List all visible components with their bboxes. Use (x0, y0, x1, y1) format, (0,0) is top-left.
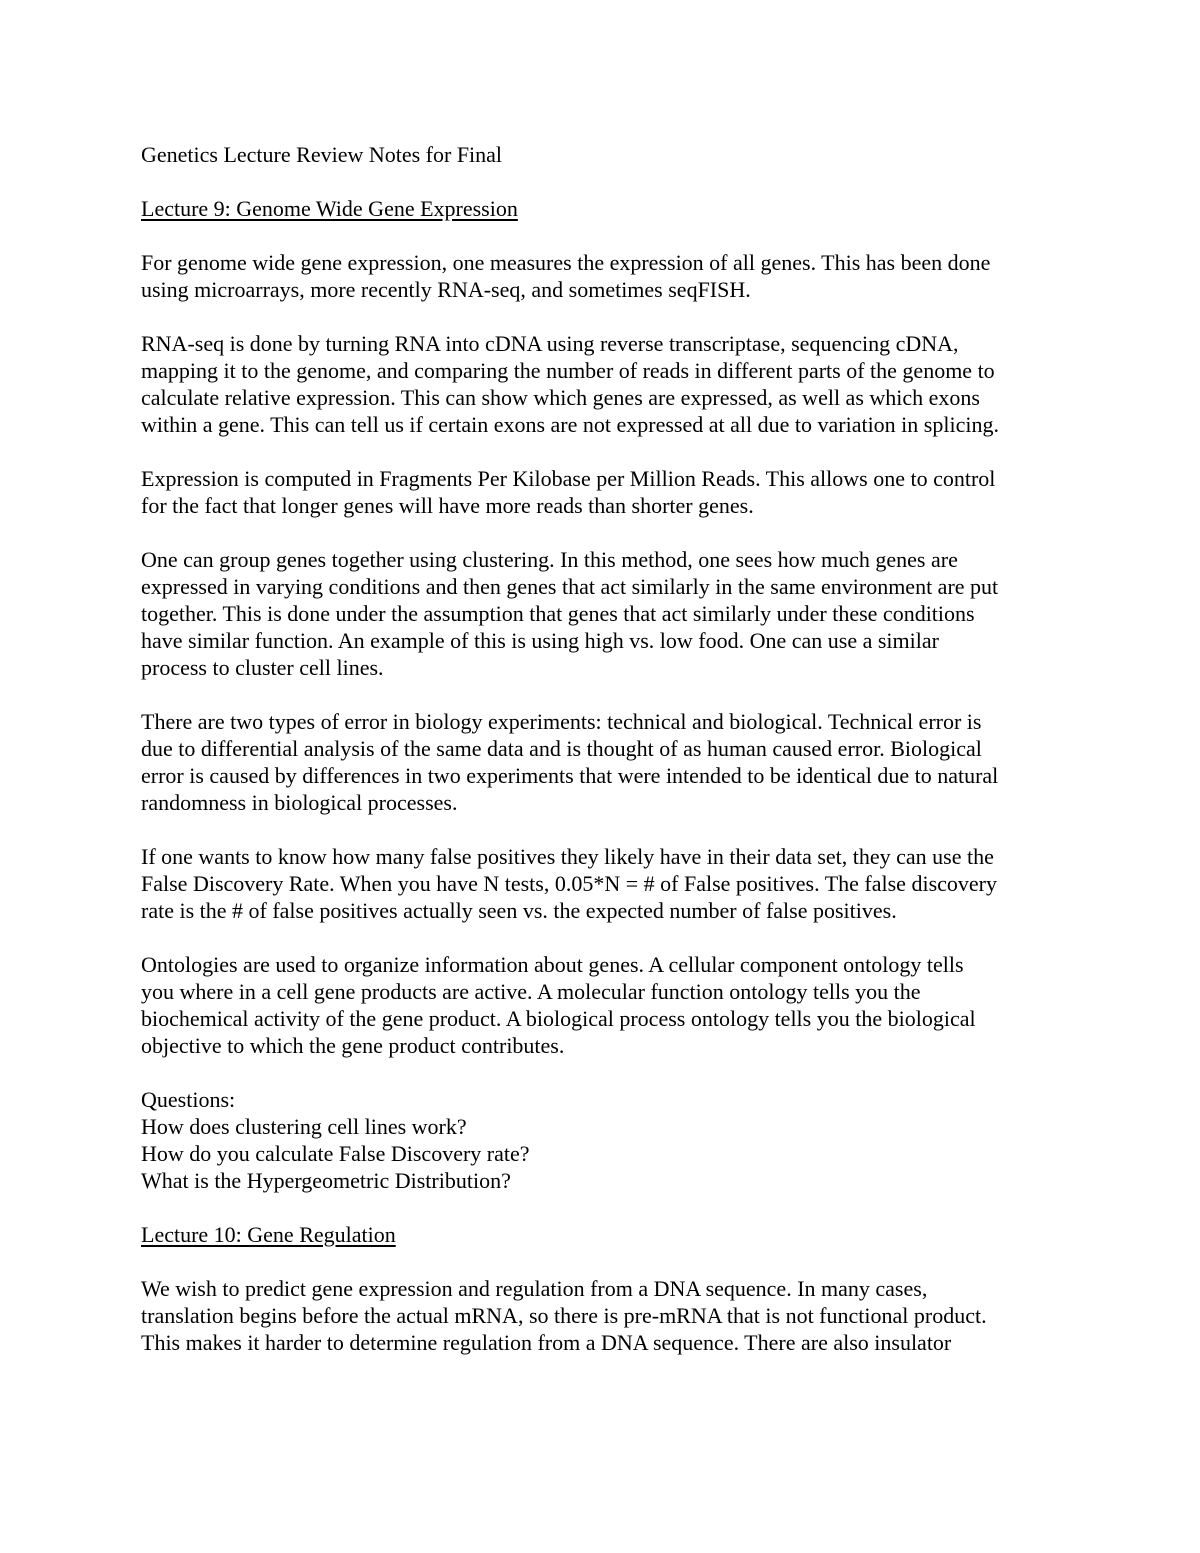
text-line: due to differential analysis of the same data and is thought of as human caused error. Biological (141, 736, 982, 761)
spacer (141, 222, 1071, 249)
paragraph-ontologies (141, 951, 1071, 1059)
paragraph-false-discovery-rate (141, 843, 1071, 924)
text-line: This makes it harder to determine regulation from a DNA sequence. There are also insulator (141, 1330, 952, 1355)
text-line: for the fact that longer genes will have more reads than shorter genes. (141, 493, 754, 518)
text-line: together. This is done under the assumption that genes that act similarly under these conditions (141, 601, 975, 626)
paragraph-rna-seq (141, 330, 1071, 438)
questions-list (141, 1086, 1071, 1194)
text-line: mapping it to the genome, and comparing the number of reads in different parts of the genome to (141, 358, 995, 383)
paragraph-fpkm (141, 465, 1071, 519)
text-line: rate is the # of false positives actually seen vs. the expected number of false positives. (141, 898, 897, 923)
text-line: calculate relative expression. This can show which genes are expressed, as well as which exons (141, 385, 980, 410)
text-line: expressed in varying conditions and then genes that act similarly in the same environment are put (141, 574, 999, 599)
spacer (141, 438, 1071, 465)
paragraph-gene-regulation (141, 1275, 1071, 1356)
questions-label: Questions: (141, 1087, 236, 1112)
text-line: One can group genes together using clustering. In this method, one sees how much genes are (141, 547, 958, 572)
text-line: If one wants to know how many false positives they likely have in their data set, they can use the (141, 844, 994, 869)
text-line: There are two types of error in biology experiments: technical and biological. Technical error is (141, 709, 982, 734)
paragraph-error-types (141, 708, 1071, 816)
spacer (141, 681, 1071, 708)
text-line: within a gene. This can tell us if certain exons are not expressed at all due to variation in splicing. (141, 412, 999, 437)
text-line: biochemical activity of the gene product. A biological process ontology tells you the biological (141, 1006, 976, 1031)
paragraph-clustering (141, 546, 1071, 681)
text-line: False Discovery Rate. When you have N tests, 0.05*N = # of False positives. The false discovery (141, 871, 997, 896)
text-line: RNA-seq is done by turning RNA into cDNA using reverse transcriptase, sequencing cDNA, (141, 331, 959, 356)
spacer (141, 1248, 1071, 1275)
spacer (141, 168, 1071, 195)
spacer (141, 816, 1071, 843)
text-line: objective to which the gene product contributes. (141, 1033, 565, 1058)
text-line: process to cluster cell lines. (141, 655, 384, 680)
spacer (141, 303, 1071, 330)
document-title: Genetics Lecture Review Notes for Final (141, 142, 503, 167)
text-line: using microarrays, more recently RNA-seq, and sometimes seqFISH. (141, 277, 751, 302)
question-item: What is the Hypergeometric Distribution? (141, 1168, 511, 1193)
spacer (141, 1059, 1071, 1086)
paragraph-genome-wide-expression (141, 249, 1071, 303)
spacer (141, 924, 1071, 951)
question-item: How do you calculate False Discovery rate? (141, 1141, 530, 1166)
text-line: have similar function. An example of this is using high vs. low food. One can use a similar (141, 628, 939, 653)
text-line: We wish to predict gene expression and regulation from a DNA sequence. In many cases, (141, 1276, 928, 1301)
lecture-10-heading: Lecture 10: Gene Regulation (141, 1222, 396, 1247)
text-line: you where in a cell gene products are active. A molecular function ontology tells you the (141, 979, 921, 1004)
spacer (141, 1194, 1071, 1221)
spacer (141, 519, 1071, 546)
text-line: Ontologies are used to organize information about genes. A cellular component ontology tells (141, 952, 964, 977)
text-line: For genome wide gene expression, one measures the expression of all genes. This has been done (141, 250, 991, 275)
lecture-9-heading: Lecture 9: Genome Wide Gene Expression (141, 196, 518, 221)
document-body (141, 141, 1071, 1356)
text-line: error is caused by differences in two experiments that were intended to be identical due to natural (141, 763, 999, 788)
text-line: Expression is computed in Fragments Per Kilobase per Million Reads. This allows one to control (141, 466, 996, 491)
question-item: How does clustering cell lines work? (141, 1114, 467, 1139)
text-line: translation begins before the actual mRNA, so there is pre-mRNA that is not functional product. (141, 1303, 987, 1328)
text-line: randomness in biological processes. (141, 790, 458, 815)
